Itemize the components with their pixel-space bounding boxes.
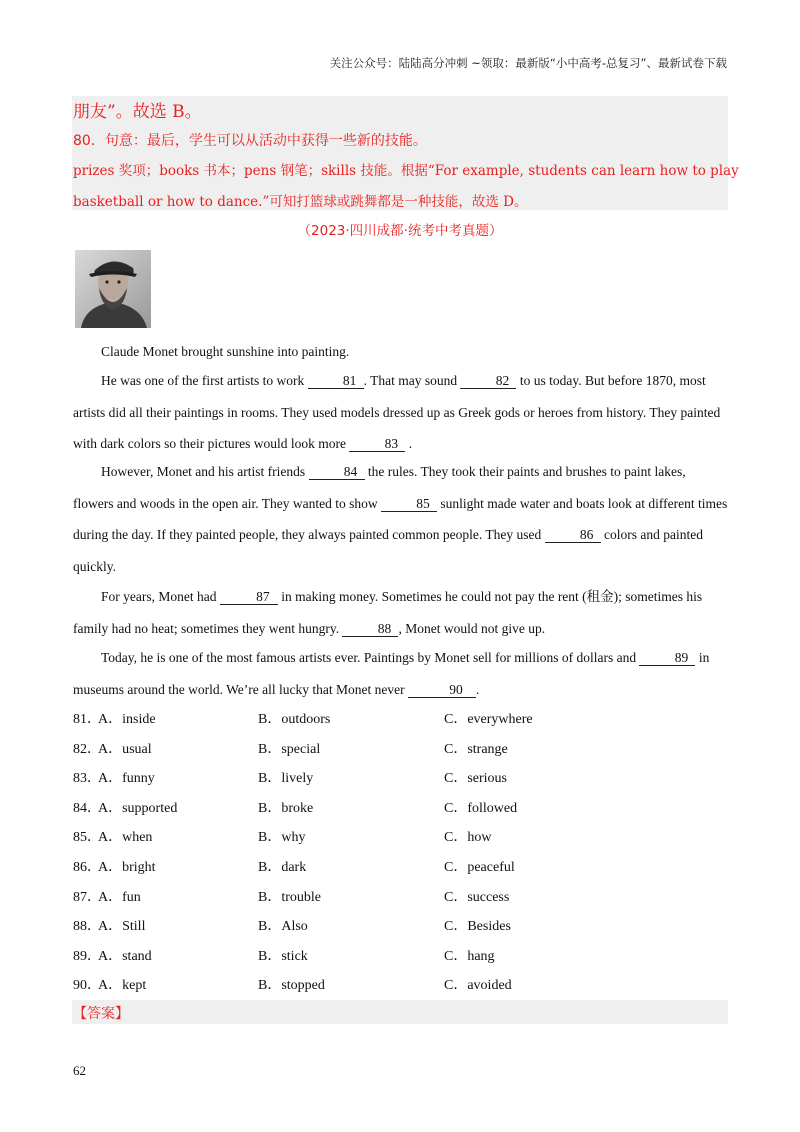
- blank-85[interactable]: 85: [381, 497, 437, 512]
- question-source: （2023·四川成都·统考中考真题）: [297, 223, 503, 239]
- page-number: 62: [73, 1063, 86, 1078]
- option-row: [73, 945, 728, 975]
- option-row: [73, 767, 728, 797]
- blank-81[interactable]: 81: [308, 374, 364, 389]
- passage-paragraph-5: [73, 642, 728, 705]
- passage-text: Today, he is one of the most famous artists ever. Paintings by Monet sell for millions of dollars and: [101, 650, 640, 665]
- blank-83[interactable]: 83: [349, 437, 405, 452]
- option-b[interactable]: B．lively: [258, 771, 314, 787]
- option-b[interactable]: B．trouble: [258, 889, 321, 905]
- question-number: 90．: [73, 978, 101, 994]
- blank-87[interactable]: 87: [220, 590, 278, 605]
- option-c[interactable]: C．avoided: [444, 978, 512, 994]
- passage-text: in making money. Sometimes he could not pay the rent (租金); sometimes his family had no heat; sometimes they went hungry.: [73, 589, 703, 636]
- option-c[interactable]: C．followed: [444, 800, 518, 816]
- passage-text: However, Monet and his artist friends: [101, 464, 309, 479]
- passage-paragraph-3: [73, 456, 728, 582]
- option-a[interactable]: A．fun: [98, 889, 141, 905]
- option-c[interactable]: C．how: [444, 830, 492, 846]
- option-a[interactable]: A．when: [98, 830, 153, 846]
- passage-text: , Monet would not give up.: [398, 620, 546, 636]
- passage-paragraph-4: [73, 581, 728, 644]
- option-a[interactable]: A．inside: [98, 712, 156, 727]
- answer-label: 【答案】: [73, 1006, 129, 1022]
- blank-84[interactable]: 84: [309, 465, 365, 480]
- option-b[interactable]: B．Also: [258, 919, 308, 935]
- passage-text: He was one of the first artists to work: [101, 373, 308, 388]
- question-number: 83．: [73, 771, 101, 787]
- option-row: [73, 797, 728, 827]
- blank-89[interactable]: 89: [639, 651, 695, 666]
- option-c[interactable]: C．everywhere: [444, 712, 533, 727]
- question-number: 87．: [73, 889, 101, 905]
- option-row: [73, 708, 728, 738]
- question-number: 81．: [73, 712, 101, 727]
- option-b[interactable]: B．outdoors: [258, 712, 331, 727]
- prev-answer-line-4: basketball or how to dance.”可知打篮球或跳舞都是一种技能，故选 D。: [73, 194, 528, 210]
- option-row: [73, 886, 728, 916]
- option-c[interactable]: C．hang: [444, 948, 495, 964]
- header-note: 关注公众号：陆陆高分冲刺 ~领取：最新版“小中高考-总复习”、最新试卷下载: [329, 56, 727, 70]
- passage-text: the rules. They took their paints and brushes to paint lakes, flowers and woods in the open air. They wanted to show: [73, 464, 686, 511]
- option-row: [73, 915, 728, 945]
- option-a[interactable]: A．supported: [98, 800, 178, 816]
- option-b[interactable]: B．dark: [258, 860, 307, 875]
- option-a[interactable]: A．usual: [98, 741, 152, 757]
- option-a[interactable]: A．Still: [98, 919, 146, 935]
- option-c[interactable]: C．peaceful: [444, 860, 515, 875]
- option-a[interactable]: A．kept: [98, 978, 147, 994]
- option-a[interactable]: A．stand: [98, 948, 152, 964]
- option-b[interactable]: B．stopped: [258, 978, 325, 994]
- monet-portrait-image: [75, 250, 151, 328]
- option-a[interactable]: A．funny: [98, 771, 155, 787]
- blank-86[interactable]: 86: [545, 528, 601, 543]
- blank-88[interactable]: 88: [342, 622, 398, 637]
- option-c[interactable]: C．serious: [444, 771, 507, 787]
- passage-text: in museums around the world. We’re all lucky that Monet never: [73, 650, 710, 697]
- option-row: [73, 856, 728, 886]
- option-row: [73, 826, 728, 856]
- question-number: 89．: [73, 948, 101, 964]
- question-number: 86．: [73, 860, 101, 875]
- option-c[interactable]: C．success: [444, 889, 510, 905]
- option-row: [73, 738, 728, 768]
- option-b[interactable]: B．special: [258, 741, 321, 757]
- passage-text: to us today. But before 1870, most artists did all their paintings in rooms. They used models dressed up as Greek gods or heroes from history. They painted with dark colors so their pictures would look more: [73, 373, 721, 451]
- option-b[interactable]: B．why: [258, 830, 306, 846]
- passage-paragraph-2: [73, 365, 728, 460]
- option-c[interactable]: C．strange: [444, 741, 508, 757]
- option-a[interactable]: A．bright: [98, 860, 156, 875]
- option-c[interactable]: C．Besides: [444, 919, 511, 935]
- option-b[interactable]: B．broke: [258, 800, 314, 816]
- option-b[interactable]: B．stick: [258, 948, 308, 964]
- prev-answer-line-1: 朋友”。故选 B。: [73, 102, 202, 122]
- passage-text: For years, Monet had: [101, 589, 220, 604]
- question-number: 85．: [73, 830, 101, 846]
- passage-text: colors and painted quickly.: [73, 527, 703, 574]
- answer-highlight: [72, 1000, 728, 1024]
- question-number: 88．: [73, 919, 101, 935]
- prev-answer-line-2: 80．句意：最后，学生可以从活动中获得一些新的技能。: [73, 133, 427, 149]
- question-number: 84．: [73, 800, 101, 816]
- passage-text: . That may sound: [363, 373, 461, 388]
- passage-text: .: [405, 436, 413, 451]
- passage-text: .: [475, 681, 480, 697]
- passage-paragraph-1: [73, 336, 728, 368]
- blank-82[interactable]: 82: [460, 374, 516, 389]
- blank-90[interactable]: 90: [408, 683, 476, 698]
- passage-text: Claude Monet brought sunshine into painting.: [101, 344, 350, 359]
- passage-text: sunlight made water and boats look at different times during the day. If they painted people, they always painted common people. They used: [73, 495, 728, 542]
- question-number: 82．: [73, 741, 101, 757]
- prev-answer-line-3: prizes 奖项；books 书本；pens 钢笔；skills 技能。根据“For example, students can learn how to play: [73, 163, 739, 179]
